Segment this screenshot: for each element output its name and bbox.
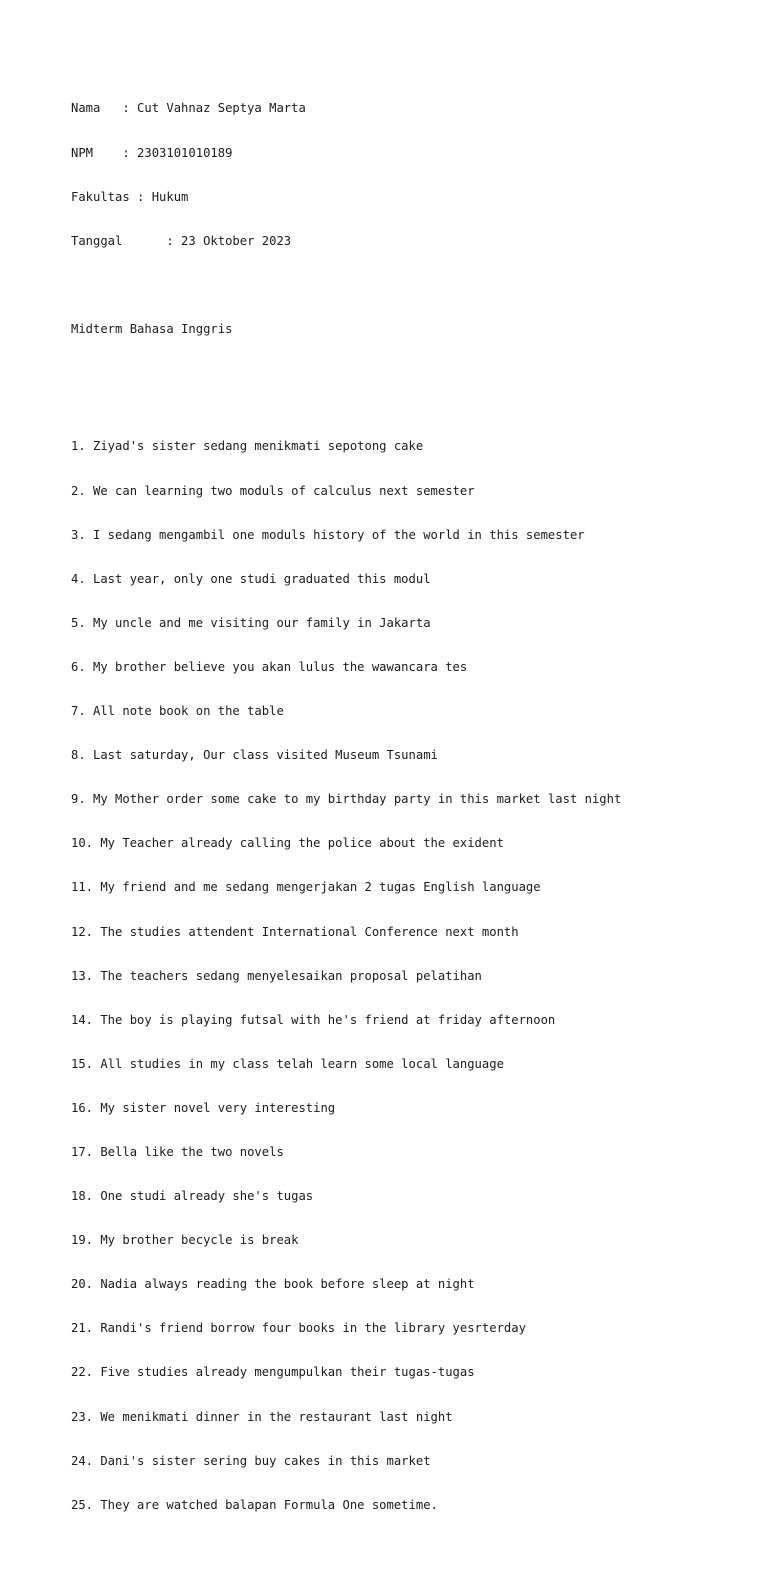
header-npm: NPM : 2303101010189 — [71, 145, 233, 160]
spacer — [71, 278, 621, 293]
list-item: 22. Five studies already mengumpulkan their tugas-tugas — [71, 1365, 475, 1380]
list-item: 17. Bella like the two novels — [71, 1144, 284, 1159]
list-item: 23. We menikmati dinner in the restaurant last night — [71, 1409, 453, 1424]
list-item: 18. One studi already she's tugas — [71, 1189, 314, 1204]
list-item: 10. My Teacher already calling the police about the exident — [71, 836, 504, 851]
list-item: 16. My sister novel very interesting — [71, 1100, 336, 1115]
list-item: 7. All note book on the table — [71, 704, 284, 719]
list-item: 9. My Mother order some cake to my birthday party in this market last night — [71, 792, 622, 807]
list-item: 19. My brother becycle is break — [71, 1233, 299, 1248]
list-item: 14. The boy is playing futsal with he's friend at friday afternoon — [71, 1012, 556, 1027]
list-item: 11. My friend and me sedang mengerjakan 2 tugas English language — [71, 880, 541, 895]
list-item: 6. My brother believe you akan lulus the wawancara tes — [71, 659, 468, 674]
list-item: 8. Last saturday, Our class visited Museum Tsunami — [71, 748, 438, 763]
list-item: 1. Ziyad's sister sedang menikmati sepotong cake — [71, 439, 424, 454]
document-title: Midterm Bahasa Inggris — [71, 321, 233, 336]
list-item: 2. We can learning two moduls of calculus next semester — [71, 483, 475, 498]
list-item: 20. Nadia always reading the book before sleep at night — [71, 1277, 475, 1292]
list-item: 5. My uncle and me visiting our family in Jakarta — [71, 615, 431, 630]
list-item: 4. Last year, only one studi graduated this modul — [71, 571, 431, 586]
list-item: 21. Randi's friend borrow four books in the library yesrterday — [71, 1321, 526, 1336]
header-tanggal: Tanggal : 23 Oktober 2023 — [71, 233, 292, 248]
header-fakultas: Fakultas : Hukum — [71, 189, 189, 204]
list-item: 12. The studies attendent International Conference next month — [71, 924, 519, 939]
header-nama: Nama : Cut Vahnaz Septya Marta — [71, 101, 306, 116]
list-item: 15. All studies in my class telah learn some local language — [71, 1056, 504, 1071]
list-item: 24. Dani's sister sering buy cakes in this market — [71, 1453, 431, 1468]
spacer — [71, 366, 621, 381]
list-item: 13. The teachers sedang menyelesaikan proposal pelatihan — [71, 968, 482, 983]
list-item: 3. I sedang mengambil one moduls history of the world in this semester — [71, 527, 585, 542]
answer-list — [71, 410, 621, 1542]
list-item: 25. They are watched balapan Formula One sometime. — [71, 1497, 438, 1512]
document-body — [71, 72, 621, 1571]
